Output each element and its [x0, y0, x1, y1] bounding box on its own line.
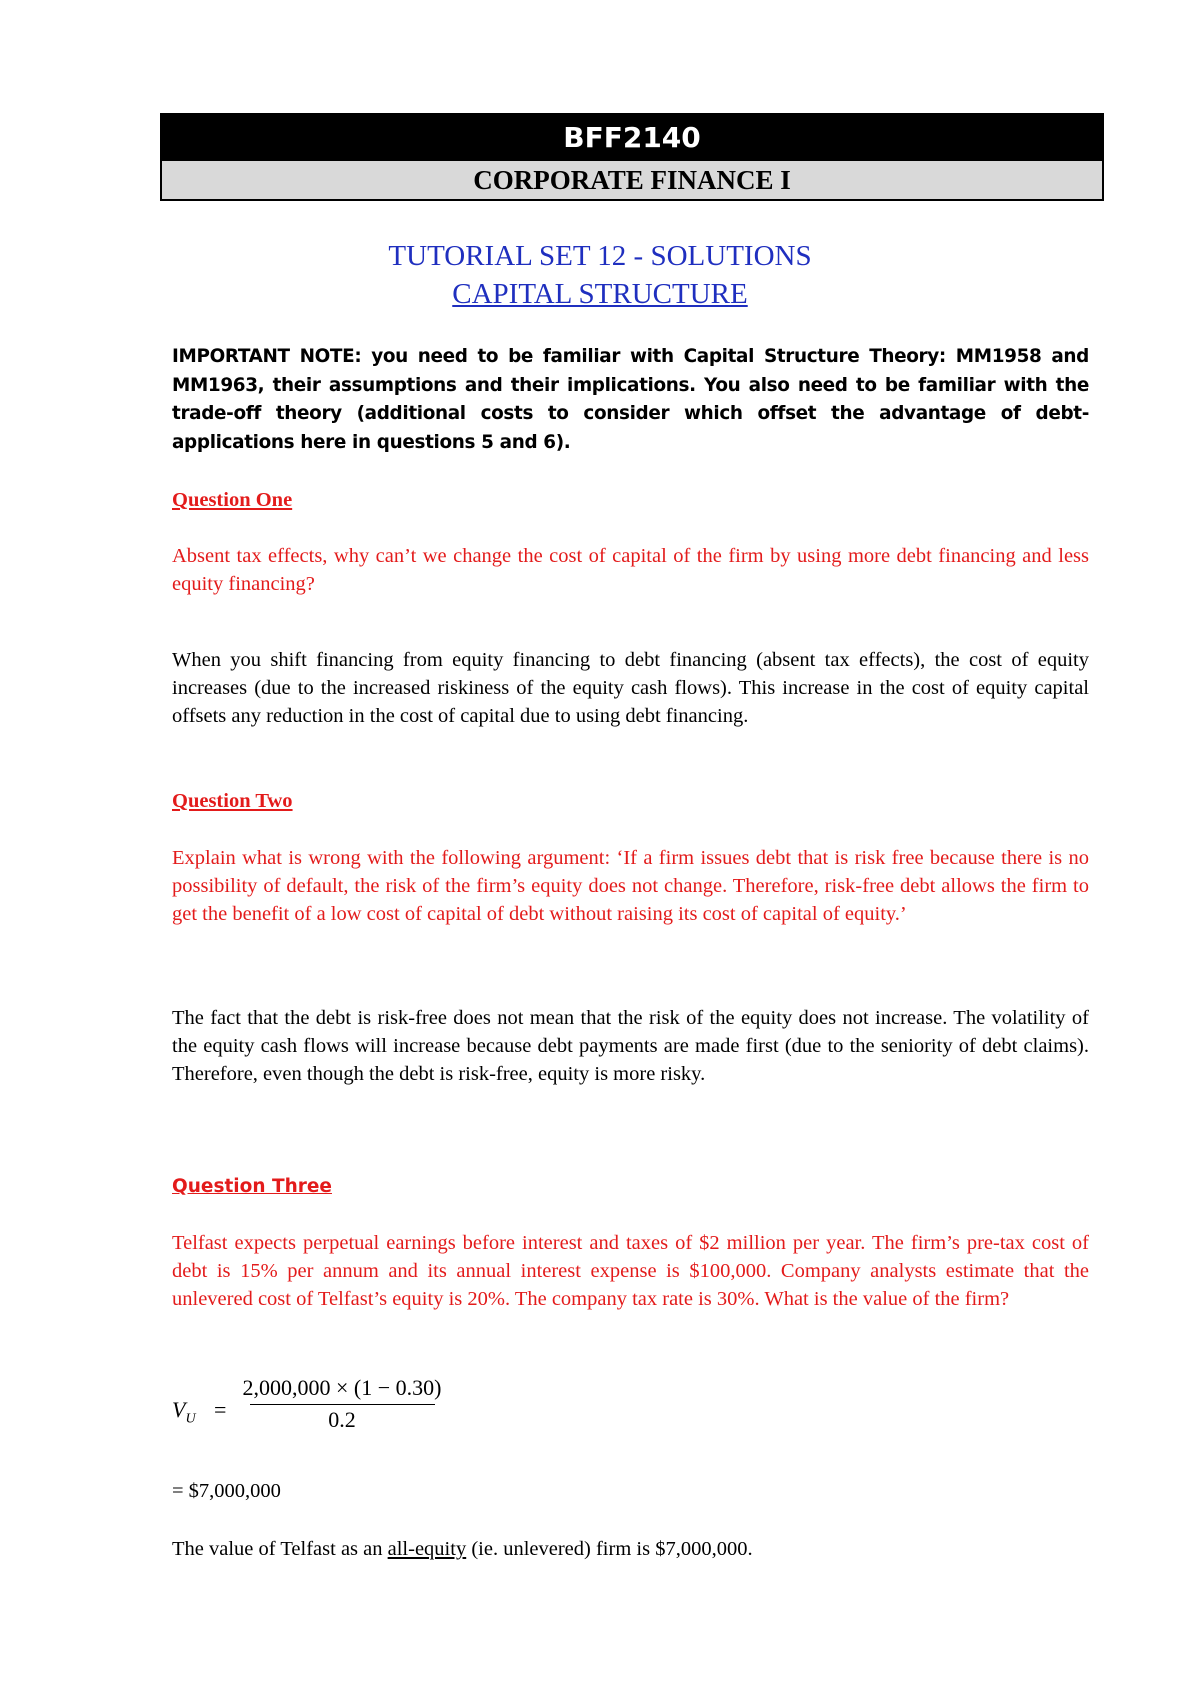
question-three-text: Telfast expects perpetual earnings before interest and taxes of $2 million per year. The firm’s pre-tax cost of debt is 15% per annum and its annual interest expense is $100,000. Company analysts estimate that the unlevered cost of Telfast’s equity is 20%. The company tax rate is 30%. What is the value of the firm? — [172, 1232, 1089, 1310]
formula-equals: = — [214, 1397, 227, 1422]
important-note: IMPORTANT NOTE: you need to be familiar with Capital Structure Theory: MM1958 and MM1963, their assumptions and their implications. You also need to be familiar with the trade-off theory (additional costs to consider which offset the advantage of debt- applications here in questions 5 and 6). — [172, 346, 1089, 453]
formula-fraction — [242, 1375, 442, 1433]
formula-denominator: 0.2 — [328, 1407, 356, 1432]
course-name: CORPORATE FINANCE I — [473, 164, 791, 195]
course-name-banner — [160, 159, 1104, 201]
formula-lhs: $V_U$ — [172, 1397, 196, 1427]
formula-result: = $7,000,000 — [172, 1480, 281, 1502]
question-one-text: Absent tax effects, why can’t we change the cost of capital of the firm by using more debt financing and less equity financing? — [172, 545, 1089, 595]
conclusion-underlined: all-equity — [387, 1538, 467, 1560]
question-two-heading: Question Two — [172, 790, 293, 812]
formula-numerator: 2,000,000 × (1 − 0.30) — [242, 1375, 442, 1400]
course-code: BFF2140 — [563, 120, 701, 154]
question-one-answer: When you shift financing from equity financing to debt financing (absent tax effects), the cost of equity increases (due to the increased riskiness of the equity cash flows). This increase in the cost of equity capital offsets any reduction in the cost of capital due to using debt financing. — [172, 649, 1089, 727]
document-title: TUTORIAL SET 12 - SOLUTIONS — [388, 240, 812, 272]
question-one-heading: Question One — [172, 489, 293, 511]
question-three-heading: Question Three — [172, 1176, 332, 1197]
document-subtitle: CAPITAL STRUCTURE — [452, 278, 748, 310]
question-two-answer: The fact that the debt is risk-free does not mean that the risk of the equity does not increase. The volatility of the equity cash flows will increase because debt payments are made first (due to the seniority of debt claims). Therefore, even though the debt is risk-free, equity is more risky. — [172, 1007, 1089, 1085]
course-code-banner — [160, 113, 1104, 161]
question-two-text: Explain what is wrong with the following argument: ‘If a firm issues debt that is risk free because there is no possibility of default, the risk of the firm’s equity does not change. Therefore, risk-free debt allows the firm to get the benefit of a low cost of capital of debt without raising its cost of capital of equity.’ — [172, 847, 1089, 925]
conclusion: The value of Telfast as an all-equity (ie. unlevered) firm is $7,000,000. — [172, 1538, 753, 1560]
